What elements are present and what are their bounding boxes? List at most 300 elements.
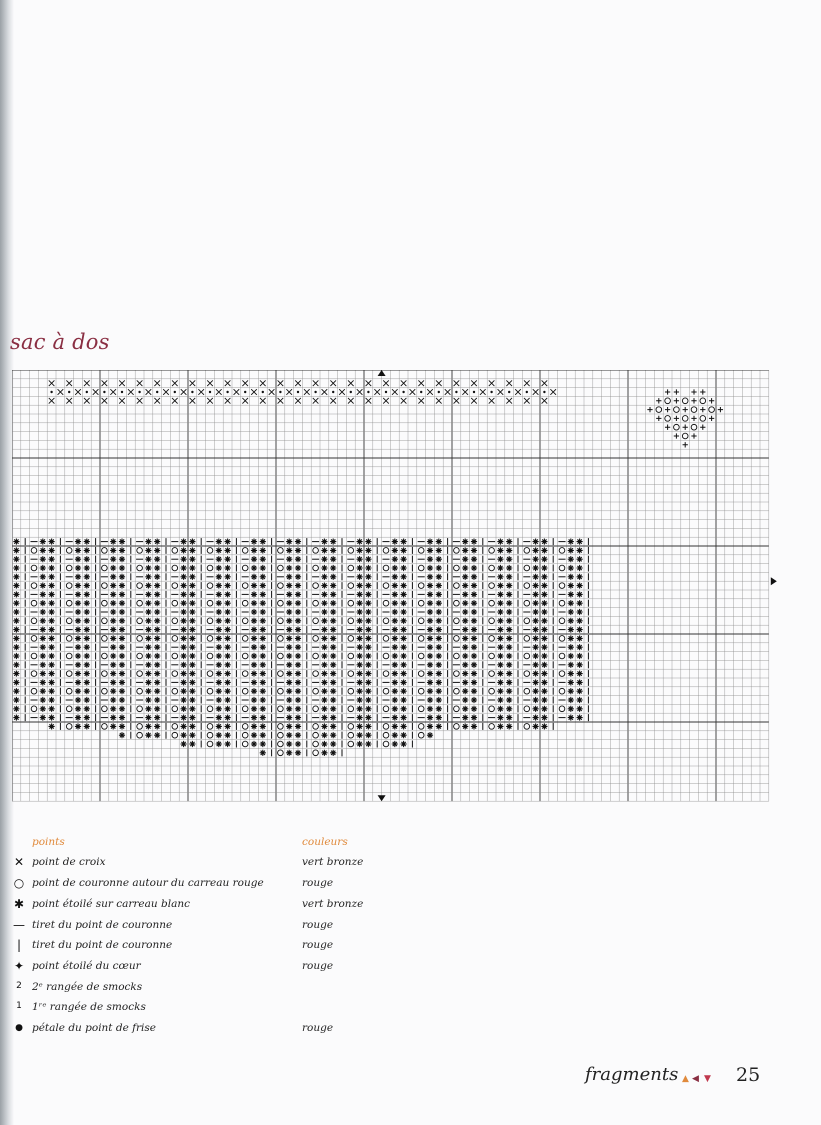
legend-color: rouge bbox=[302, 939, 334, 951]
star-mark bbox=[295, 635, 301, 641]
circle-mark bbox=[489, 618, 495, 624]
triangle-down-icon: ▼ bbox=[704, 1074, 711, 1084]
circle-mark bbox=[66, 548, 72, 554]
star-mark bbox=[145, 732, 151, 738]
star-mark bbox=[462, 618, 468, 624]
star-mark bbox=[40, 547, 46, 553]
star-mark bbox=[471, 565, 477, 571]
circle-mark bbox=[348, 732, 354, 738]
star-mark bbox=[506, 600, 512, 606]
heart-star-mark bbox=[683, 407, 688, 412]
star-mark bbox=[40, 600, 46, 606]
legend-row bbox=[12, 896, 572, 914]
circle-mark bbox=[66, 636, 72, 642]
star-mark bbox=[427, 547, 433, 553]
star-mark bbox=[392, 662, 398, 668]
circle-mark bbox=[454, 618, 460, 624]
circle-mark bbox=[207, 618, 213, 624]
cross-mark bbox=[330, 380, 336, 386]
star-mark bbox=[365, 653, 371, 659]
legend-label: tiret du point de couronne bbox=[32, 919, 173, 931]
star-mark bbox=[462, 715, 468, 721]
circle-mark bbox=[66, 600, 72, 606]
star-mark bbox=[471, 547, 477, 553]
star-mark bbox=[497, 627, 503, 633]
star-mark bbox=[110, 679, 116, 685]
star-mark bbox=[145, 600, 151, 606]
circle-mark bbox=[137, 724, 143, 730]
star-mark bbox=[365, 662, 371, 668]
star-mark bbox=[427, 715, 433, 721]
circle-mark bbox=[242, 706, 248, 712]
cross-mark bbox=[462, 389, 468, 395]
star-mark bbox=[568, 556, 574, 562]
star-mark bbox=[471, 644, 477, 650]
circle-mark bbox=[102, 618, 108, 624]
star-mark bbox=[110, 627, 116, 633]
star-mark bbox=[471, 635, 477, 641]
star-mark bbox=[357, 583, 363, 589]
star-mark bbox=[436, 671, 442, 677]
star-mark bbox=[357, 732, 363, 738]
star-mark bbox=[497, 706, 503, 712]
circle-mark bbox=[383, 583, 389, 589]
star-mark bbox=[321, 556, 327, 562]
circle-mark bbox=[418, 653, 424, 659]
star-mark bbox=[84, 547, 90, 553]
legend-color: rouge bbox=[302, 1022, 334, 1034]
star-mark bbox=[427, 653, 433, 659]
heart-star-mark bbox=[674, 398, 679, 403]
star-mark bbox=[225, 679, 231, 685]
star-mark bbox=[357, 723, 363, 729]
circle-mark bbox=[418, 565, 424, 571]
star-mark bbox=[49, 723, 55, 729]
legend-color: rouge bbox=[302, 877, 334, 889]
cross-mark bbox=[313, 380, 319, 386]
star-mark bbox=[251, 706, 257, 712]
star-mark bbox=[119, 539, 125, 545]
heart-star-mark bbox=[691, 398, 696, 403]
star-mark bbox=[286, 732, 292, 738]
star-mark bbox=[533, 723, 539, 729]
circle-mark bbox=[278, 600, 284, 606]
cross-mark bbox=[278, 380, 284, 386]
star-mark bbox=[145, 662, 151, 668]
circle-mark bbox=[66, 671, 72, 677]
star-mark bbox=[75, 653, 81, 659]
star-mark bbox=[462, 644, 468, 650]
star-mark bbox=[13, 688, 19, 694]
star-mark bbox=[40, 706, 46, 712]
star-mark bbox=[436, 679, 442, 685]
star-mark bbox=[189, 679, 195, 685]
star-mark bbox=[181, 706, 187, 712]
star-mark bbox=[462, 556, 468, 562]
star-mark bbox=[506, 539, 512, 545]
circle-mark bbox=[383, 653, 389, 659]
star-mark bbox=[181, 627, 187, 633]
star-mark bbox=[541, 547, 547, 553]
star-mark bbox=[40, 618, 46, 624]
circle-mark bbox=[454, 724, 460, 730]
circle-mark bbox=[137, 636, 143, 642]
star-mark bbox=[392, 539, 398, 545]
cross-mark bbox=[304, 389, 310, 395]
star-mark bbox=[330, 688, 336, 694]
cross-mark bbox=[383, 398, 389, 404]
circle-mark bbox=[454, 671, 460, 677]
star-mark bbox=[75, 706, 81, 712]
star-mark bbox=[330, 583, 336, 589]
heart-star-mark bbox=[665, 389, 670, 394]
star-mark bbox=[497, 600, 503, 606]
star-mark bbox=[533, 653, 539, 659]
star-mark bbox=[251, 618, 257, 624]
star-mark bbox=[506, 618, 512, 624]
star-mark bbox=[295, 565, 301, 571]
star-mark bbox=[40, 583, 46, 589]
triangle-right-icon: ▲ bbox=[682, 1074, 689, 1084]
star-mark bbox=[471, 706, 477, 712]
star-mark bbox=[427, 556, 433, 562]
center-marker-icon bbox=[378, 795, 386, 801]
star-mark bbox=[119, 715, 125, 721]
star-mark bbox=[506, 583, 512, 589]
star-mark bbox=[577, 539, 583, 545]
star-mark bbox=[330, 556, 336, 562]
star-mark bbox=[154, 723, 160, 729]
star-mark bbox=[251, 583, 257, 589]
circle-mark bbox=[313, 741, 319, 747]
legend-label: point de croix bbox=[32, 856, 106, 868]
star-mark bbox=[436, 565, 442, 571]
star-mark bbox=[427, 723, 433, 729]
circle-mark bbox=[489, 548, 495, 554]
star-mark bbox=[216, 723, 222, 729]
circle-mark bbox=[489, 565, 495, 571]
star-mark bbox=[427, 627, 433, 633]
circle-mark bbox=[207, 706, 213, 712]
star-mark bbox=[436, 609, 442, 615]
star-mark bbox=[145, 653, 151, 659]
circle-mark bbox=[691, 424, 697, 430]
star-mark bbox=[497, 574, 503, 580]
star-mark bbox=[401, 723, 407, 729]
legend-header-colors: couleurs bbox=[302, 836, 348, 848]
circle-mark bbox=[348, 688, 354, 694]
star-mark bbox=[357, 539, 363, 545]
star-mark bbox=[189, 653, 195, 659]
star-mark bbox=[533, 688, 539, 694]
star-mark bbox=[286, 600, 292, 606]
star-mark bbox=[392, 609, 398, 615]
circle-mark bbox=[172, 724, 178, 730]
star-mark bbox=[260, 715, 266, 721]
star-mark bbox=[189, 671, 195, 677]
circle-mark bbox=[172, 548, 178, 554]
star-mark bbox=[401, 600, 407, 606]
heart-star-mark bbox=[718, 407, 723, 412]
circle-mark bbox=[383, 548, 389, 554]
circle-mark bbox=[524, 688, 530, 694]
star-mark bbox=[181, 547, 187, 553]
circle-mark bbox=[242, 724, 248, 730]
star-mark bbox=[365, 565, 371, 571]
star-mark bbox=[365, 609, 371, 615]
circle-mark bbox=[102, 688, 108, 694]
star-mark bbox=[49, 688, 55, 694]
star-mark bbox=[49, 662, 55, 668]
star-mark bbox=[436, 688, 442, 694]
star-mark bbox=[330, 662, 336, 668]
circle-mark bbox=[207, 636, 213, 642]
circle-mark bbox=[242, 618, 248, 624]
star-mark bbox=[110, 715, 116, 721]
star-mark bbox=[357, 627, 363, 633]
star-mark bbox=[321, 618, 327, 624]
star-mark bbox=[568, 644, 574, 650]
star-mark bbox=[577, 671, 583, 677]
star-mark bbox=[401, 741, 407, 747]
circle-mark bbox=[102, 600, 108, 606]
cross-mark bbox=[418, 398, 424, 404]
star-mark bbox=[533, 679, 539, 685]
star-mark bbox=[365, 574, 371, 580]
cross-mark bbox=[366, 380, 372, 386]
circle-mark bbox=[383, 706, 389, 712]
star-mark bbox=[295, 627, 301, 633]
petal-mark bbox=[226, 391, 228, 393]
star-mark bbox=[225, 697, 231, 703]
circle-mark bbox=[489, 671, 495, 677]
star-mark bbox=[401, 653, 407, 659]
cross-mark bbox=[251, 389, 257, 395]
star-mark bbox=[295, 591, 301, 597]
star-mark bbox=[330, 741, 336, 747]
star-mark bbox=[216, 688, 222, 694]
star-mark bbox=[110, 671, 116, 677]
star-mark bbox=[471, 609, 477, 615]
petal-mark bbox=[420, 391, 422, 393]
cross-mark bbox=[374, 389, 380, 395]
circle-mark bbox=[348, 653, 354, 659]
star-mark bbox=[216, 609, 222, 615]
circle-mark bbox=[524, 706, 530, 712]
star-mark bbox=[392, 556, 398, 562]
heart-star-mark bbox=[700, 389, 705, 394]
legend-label: point étoilé sur carreau blanc bbox=[32, 898, 190, 910]
star-mark bbox=[506, 565, 512, 571]
circle-mark bbox=[383, 565, 389, 571]
star-mark bbox=[497, 715, 503, 721]
star-mark bbox=[321, 750, 327, 756]
star-mark bbox=[321, 723, 327, 729]
circle-mark bbox=[278, 583, 284, 589]
star-mark bbox=[40, 653, 46, 659]
star-mark bbox=[506, 653, 512, 659]
smock-row-1-icon: 1 bbox=[16, 1001, 22, 1011]
star-mark bbox=[260, 565, 266, 571]
circle-mark bbox=[489, 724, 495, 730]
legend-color: vert bronze bbox=[302, 856, 364, 868]
petal-icon: ● bbox=[15, 1023, 23, 1033]
star-mark bbox=[119, 644, 125, 650]
star-mark bbox=[533, 547, 539, 553]
star-mark bbox=[154, 653, 160, 659]
circle-mark bbox=[137, 732, 143, 738]
star-mark bbox=[533, 618, 539, 624]
circle-mark bbox=[348, 671, 354, 677]
cross-mark bbox=[348, 398, 354, 404]
star-mark bbox=[260, 732, 266, 738]
star-mark bbox=[49, 600, 55, 606]
cross-mark bbox=[102, 398, 108, 404]
star-mark bbox=[40, 662, 46, 668]
star-mark bbox=[225, 609, 231, 615]
cross-mark bbox=[269, 389, 275, 395]
circle-mark bbox=[31, 636, 37, 642]
star-mark bbox=[427, 697, 433, 703]
star-mark bbox=[506, 671, 512, 677]
star-mark bbox=[260, 697, 266, 703]
circle-mark bbox=[137, 688, 143, 694]
petal-mark bbox=[508, 391, 510, 393]
circle-mark bbox=[559, 565, 565, 571]
star-mark bbox=[577, 627, 583, 633]
circle-mark bbox=[524, 583, 530, 589]
star-mark bbox=[541, 556, 547, 562]
center-marker-icon bbox=[378, 370, 386, 376]
star-mark bbox=[225, 583, 231, 589]
star-mark bbox=[365, 547, 371, 553]
star-mark bbox=[321, 732, 327, 738]
star-mark bbox=[119, 635, 125, 641]
circle-mark bbox=[278, 618, 284, 624]
star-mark bbox=[189, 723, 195, 729]
star-mark bbox=[154, 706, 160, 712]
circle-mark bbox=[242, 688, 248, 694]
star-mark bbox=[251, 574, 257, 580]
star-mark bbox=[365, 618, 371, 624]
star-mark bbox=[110, 723, 116, 729]
circle-mark bbox=[102, 565, 108, 571]
section-title: sac à dos bbox=[10, 330, 110, 354]
cross-mark bbox=[348, 380, 354, 386]
star-mark bbox=[436, 618, 442, 624]
cross-mark bbox=[225, 398, 231, 404]
circle-mark bbox=[665, 416, 671, 422]
star-mark bbox=[225, 574, 231, 580]
star-mark bbox=[427, 618, 433, 624]
star-mark bbox=[497, 556, 503, 562]
star-mark bbox=[462, 574, 468, 580]
star-mark bbox=[119, 583, 125, 589]
heart-star-mark bbox=[656, 416, 661, 421]
star-mark bbox=[330, 635, 336, 641]
star-mark bbox=[577, 556, 583, 562]
star-mark bbox=[401, 706, 407, 712]
circle-mark bbox=[348, 618, 354, 624]
star-mark bbox=[181, 574, 187, 580]
star-mark bbox=[154, 556, 160, 562]
circle-mark bbox=[418, 600, 424, 606]
star-mark bbox=[330, 671, 336, 677]
star-mark bbox=[286, 591, 292, 597]
petal-mark bbox=[455, 391, 457, 393]
star-mark bbox=[330, 750, 336, 756]
star-mark bbox=[251, 565, 257, 571]
star-mark bbox=[216, 583, 222, 589]
star-mark bbox=[154, 635, 160, 641]
petal-mark bbox=[209, 391, 211, 393]
star-mark bbox=[189, 547, 195, 553]
star-mark bbox=[392, 723, 398, 729]
star-mark bbox=[533, 565, 539, 571]
circle-mark bbox=[524, 671, 530, 677]
star-mark bbox=[541, 644, 547, 650]
cross-mark bbox=[392, 389, 398, 395]
cross-mark bbox=[542, 398, 548, 404]
circle-mark bbox=[313, 636, 319, 642]
star-mark bbox=[541, 600, 547, 606]
star-mark bbox=[330, 706, 336, 712]
star-mark bbox=[330, 679, 336, 685]
circle-mark bbox=[524, 724, 530, 730]
star-mark bbox=[216, 574, 222, 580]
star-mark bbox=[75, 644, 81, 650]
star-mark bbox=[577, 715, 583, 721]
circle-mark bbox=[31, 583, 37, 589]
star-mark bbox=[84, 565, 90, 571]
star-mark bbox=[427, 679, 433, 685]
circle-mark bbox=[418, 548, 424, 554]
circle-mark bbox=[31, 671, 37, 677]
star-mark bbox=[330, 644, 336, 650]
cross-mark bbox=[137, 398, 143, 404]
star-mark bbox=[251, 697, 257, 703]
star-mark bbox=[49, 671, 55, 677]
star-mark bbox=[181, 662, 187, 668]
circle-mark bbox=[674, 424, 680, 430]
star-mark bbox=[295, 644, 301, 650]
star-mark bbox=[357, 609, 363, 615]
star-mark bbox=[471, 583, 477, 589]
star-mark bbox=[286, 723, 292, 729]
circle-mark bbox=[172, 706, 178, 712]
star-mark bbox=[75, 539, 81, 545]
petal-mark bbox=[438, 391, 440, 393]
star-mark bbox=[330, 600, 336, 606]
star-mark bbox=[84, 574, 90, 580]
star-mark bbox=[286, 644, 292, 650]
star-mark bbox=[181, 609, 187, 615]
star-mark bbox=[216, 679, 222, 685]
star-mark bbox=[357, 600, 363, 606]
star-mark bbox=[225, 618, 231, 624]
star-mark bbox=[154, 732, 160, 738]
cross-mark bbox=[190, 380, 196, 386]
circle-mark bbox=[102, 724, 108, 730]
star-mark bbox=[577, 618, 583, 624]
cross-mark bbox=[533, 389, 539, 395]
star-mark bbox=[471, 618, 477, 624]
cross-mark bbox=[190, 398, 196, 404]
cross-mark bbox=[75, 389, 81, 395]
star-mark bbox=[568, 715, 574, 721]
star-mark bbox=[497, 653, 503, 659]
legend-label: 1ʳᵉ rangée de smocks bbox=[32, 1001, 146, 1013]
